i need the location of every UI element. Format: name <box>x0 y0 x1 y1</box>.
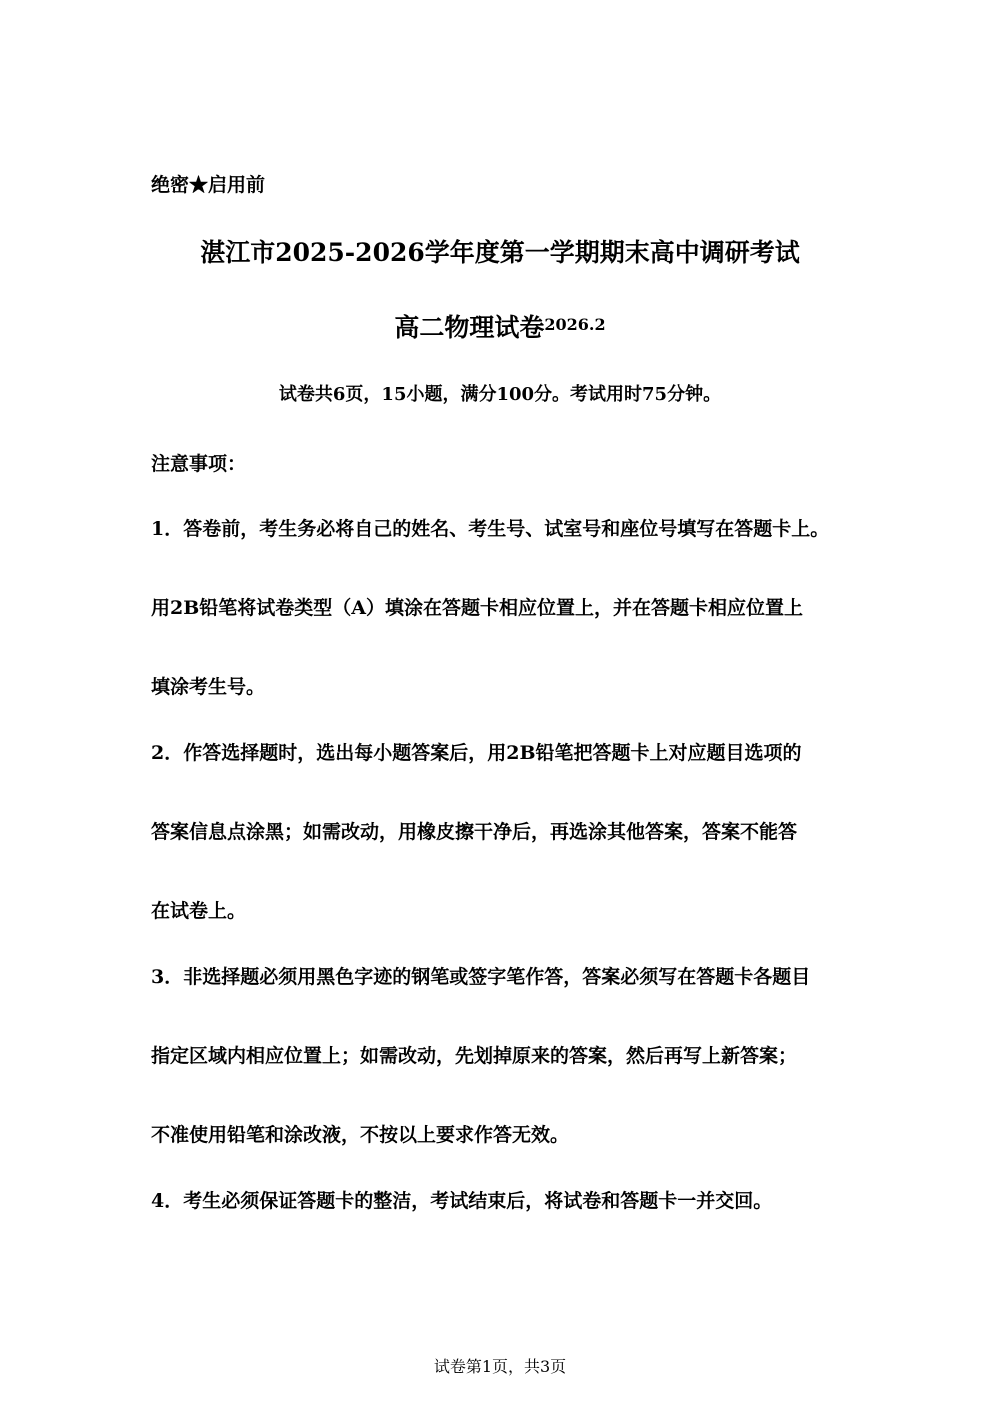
paper-subtitle <box>0 308 1000 345</box>
note-line: 不准使用铅笔和涂改液，不按以上要求作答无效。 <box>151 1124 570 1146</box>
exam-title: 湛江市2025-2026学年度第一学期期末高中调研考试 <box>200 238 800 267</box>
exam-date: 2026.2 <box>544 315 606 334</box>
exam-info: 试卷共6页，15小题，满分100分。考试用时75分钟。 <box>278 384 722 405</box>
note-line: 答案信息点涂黑；如需改动，用橡皮擦干净后，再选涂其他答案，答案不能答 <box>151 821 798 843</box>
subject-title: 高二物理试卷 <box>394 313 545 342</box>
note-line: 1．答卷前，考生务必将自己的姓名、考生号、试室号和座位号填写在答题卡上。 <box>151 518 830 540</box>
notes-heading: 注意事项： <box>151 453 247 475</box>
note-line: 指定区域内相应位置上；如需改动，先划掉原来的答案，然后再写上新答案； <box>151 1045 798 1067</box>
note-line: 填涂考生号。 <box>151 676 266 698</box>
note-line: 4．考生必须保证答题卡的整洁，考试结束后，将试卷和答题卡一并交回。 <box>151 1190 773 1212</box>
note-line: 在试卷上。 <box>151 900 247 922</box>
note-line: 用2B铅笔将试卷类型（A）填涂在答题卡相应位置上，并在答题卡相应位置上 <box>151 597 804 619</box>
note-line: 3．非选择题必须用黑色字迹的钢笔或签字笔作答，答案必须写在答题卡各题目 <box>151 966 811 988</box>
classification-label: 绝密★启用前 <box>151 174 266 196</box>
page-footer: 试卷第1页，共3页 <box>433 1357 567 1376</box>
note-line: 2．作答选择题时，选出每小题答案后，用2B铅笔把答题卡上对应题目选项的 <box>151 742 802 764</box>
